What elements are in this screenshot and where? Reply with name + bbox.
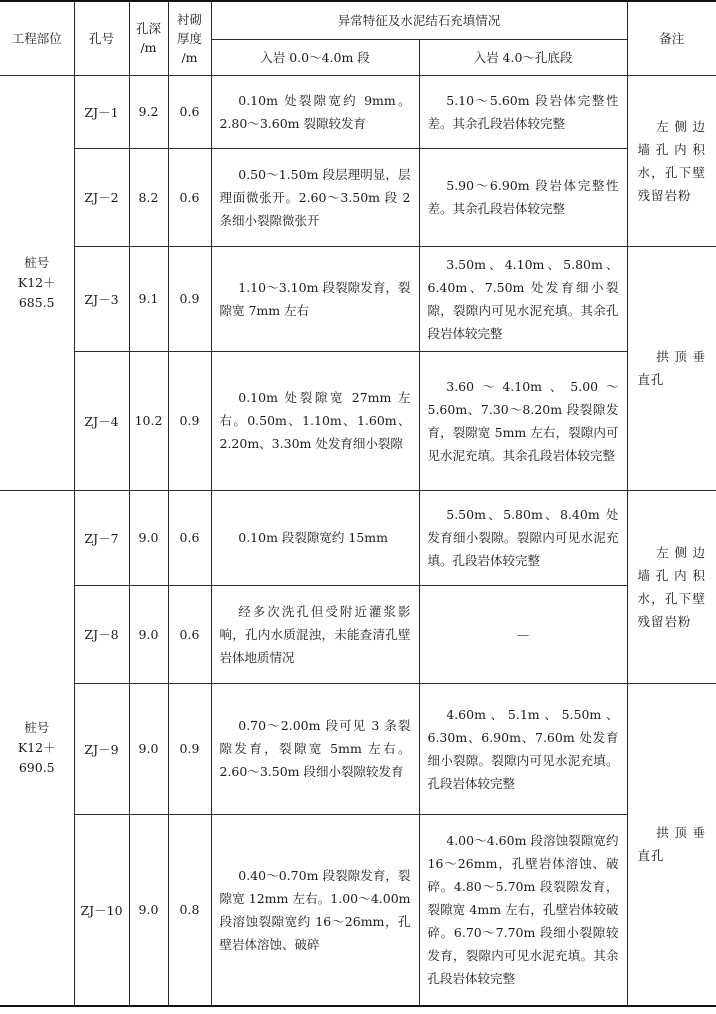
hole-depth: 9.0	[129, 585, 168, 683]
hole-id: ZJ－8	[74, 585, 129, 683]
table-row	[0, 814, 716, 1006]
hole-id: ZJ－7	[74, 490, 129, 585]
table-row	[0, 148, 716, 246]
seg-b-desc: 3.50m、4.10m、5.80m、6.40m、7.50m 处发育细小裂隙，裂隙内可见水泥充填。其余孔段岩体较完整	[419, 246, 627, 351]
table-row	[0, 246, 716, 351]
note-cell: 拱顶垂直孔	[627, 683, 716, 1006]
header-depth	[129, 1, 168, 75]
hole-id: ZJ－4	[74, 351, 129, 490]
header-lining	[168, 1, 211, 75]
header-note: 备注	[627, 1, 716, 75]
lining-thickness: 0.9	[168, 246, 211, 351]
hole-depth: 10.2	[129, 351, 168, 490]
table-row	[0, 351, 716, 490]
header-row-1	[0, 1, 716, 39]
note-cell: 左侧边墙孔内积水，孔下壁残留岩粉	[627, 75, 716, 246]
seg-a-desc: 0.10m 段裂隙宽约 15mm	[211, 490, 419, 585]
table-row	[0, 490, 716, 585]
seg-b-desc: 5.50m、5.80m、8.40m 处发育细小裂隙。裂隙内可见水泥充填。孔段岩体较完整	[419, 490, 627, 585]
seg-a-desc: 0.70～2.00m 段可见 3 条裂隙发育，裂隙宽 5mm 左右。2.60～3.50m 段细小裂隙较发育	[211, 683, 419, 814]
note-cell: 左侧边墙孔内积水，孔下壁残留岩粉	[627, 490, 716, 683]
pile-station: K12＋	[17, 739, 56, 755]
lining-thickness: 0.9	[168, 351, 211, 490]
note-cell: 拱顶垂直孔	[627, 246, 716, 490]
hole-id: ZJ－3	[74, 246, 129, 351]
seg-b-desc: 5.90～6.90m 段岩体完整性差。其余孔段岩体较完整	[419, 148, 627, 246]
seg-b-desc: 4.60m、5.1m、5.50m、6.30m、6.90m、7.60m 处发育细小裂隙。裂隙内可见水泥充填。孔段岩体较完整	[419, 683, 627, 814]
seg-a-desc: 0.40～0.70m 段裂隙发育，裂隙宽 12mm 左右。1.00～4.00m 段溶蚀裂隙宽约 16～26mm，孔壁岩体溶蚀、破碎	[211, 814, 419, 1006]
hole-depth: 9.0	[129, 683, 168, 814]
hole-id: ZJ－2	[74, 148, 129, 246]
table-row	[0, 683, 716, 814]
seg-a-desc: 经多次洗孔但受附近灌浆影响，孔内水质混浊，未能查清孔壁岩体地质情况	[211, 585, 419, 683]
lining-thickness: 0.6	[168, 585, 211, 683]
header-seg-b: 入岩 4.0～孔底段	[419, 39, 627, 75]
pile-label: 桩号	[24, 719, 50, 735]
pile-label: 桩号	[24, 254, 50, 270]
pile-number	[0, 75, 74, 490]
table-row	[0, 75, 716, 148]
header-seg-a: 入岩 0.0～4.0m 段	[211, 39, 419, 75]
seg-a-desc: 0.10m 处裂隙宽约 9mm。2.80～3.60m 裂隙较发育	[211, 75, 419, 148]
lining-thickness: 0.6	[168, 75, 211, 148]
pile-offset: 685.5	[18, 294, 55, 310]
hole-depth: 9.0	[129, 490, 168, 585]
pile-station: K12＋	[17, 274, 56, 290]
seg-b-desc: 4.00～4.60m 段溶蚀裂隙宽约 16～26mm，孔壁岩体溶蚀、破碎。4.80～5.70m 段裂隙发育，裂隙宽 4mm 左右，孔壁岩体较破碎。6.70～7.70m 段细小裂隙较发育，裂隙内可见水泥充填。其余孔段岩体较完整	[419, 814, 627, 1006]
header-lining-line2: 厚度	[176, 30, 202, 46]
pile-number	[0, 490, 74, 1006]
header-part: 工程部位	[0, 1, 74, 75]
hole-depth: 9.0	[129, 814, 168, 1006]
lining-thickness: 0.6	[168, 490, 211, 585]
hole-depth: 9.1	[129, 246, 168, 351]
table-row	[0, 585, 716, 683]
lining-thickness: 0.6	[168, 148, 211, 246]
header-lining-line1: 衬砌	[176, 11, 202, 27]
seg-b-desc: 5.10～5.60m 段岩体完整性差。其余孔段岩体较完整	[419, 75, 627, 148]
pile-offset: 690.5	[18, 759, 55, 775]
header-depth-line1: 孔深	[135, 21, 161, 37]
seg-a-desc: 1.10～3.10m 段裂隙发育，裂隙宽 7mm 左右	[211, 246, 419, 351]
hole-id: ZJ－1	[74, 75, 129, 148]
header-hole-id: 孔号	[74, 1, 129, 75]
hole-id: ZJ－10	[74, 814, 129, 1006]
hole-id: ZJ－9	[74, 683, 129, 814]
hole-depth: 8.2	[129, 148, 168, 246]
seg-a-desc: 0.50～1.50m 段层理明显，层理面微张开。2.60～3.50m 段 2 条细小裂隙微张开	[211, 148, 419, 246]
header-depth-line2: /m	[140, 40, 157, 56]
seg-a-desc: 0.10m 处裂隙宽 27mm 左右。0.50m、1.10m、1.60m、2.20m、3.30m 处发育细小裂隙	[211, 351, 419, 490]
header-anomaly: 异常特征及水泥结石充填情况	[211, 1, 627, 39]
header-lining-line3: /m	[181, 49, 198, 65]
hole-depth: 9.2	[129, 75, 168, 148]
lining-thickness: 0.9	[168, 683, 211, 814]
lining-thickness: 0.8	[168, 814, 211, 1006]
seg-b-desc: —	[419, 585, 627, 683]
seg-b-desc: 3.60～4.10m、5.00～5.60m、7.30～8.20m 段裂隙发育，裂隙宽 5mm 左右，裂隙内可见水泥充填。其余孔段岩体较完整	[419, 351, 627, 490]
